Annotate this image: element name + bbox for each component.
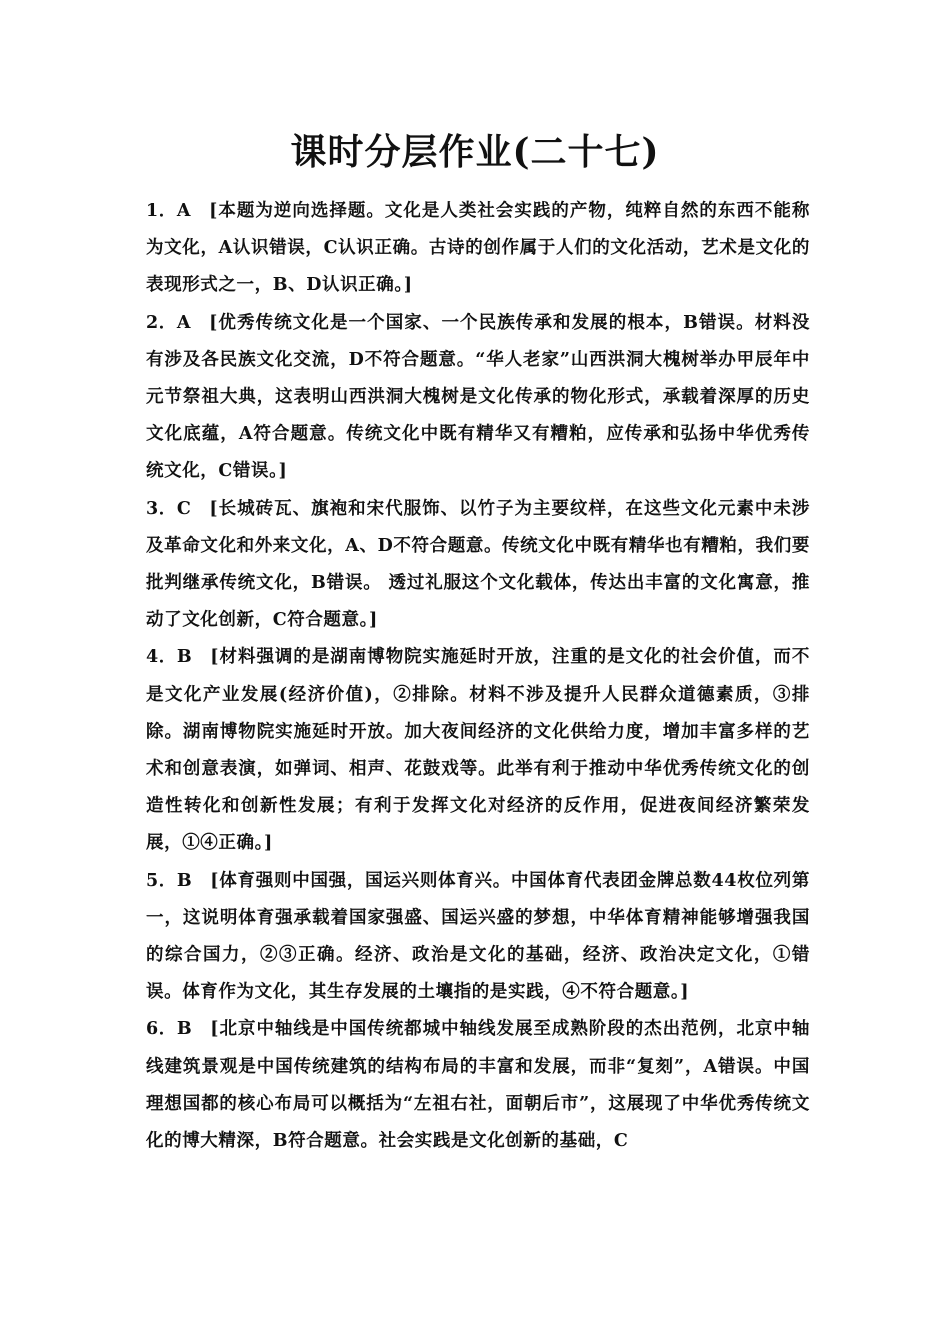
answer-item-1 bbox=[146, 193, 810, 305]
answer-item-6 bbox=[146, 1011, 810, 1160]
answer-explanation: [材料强调的是湖南博物院实施延时开放，注重的是文化的社会价值，而不是文化产业发展(经济价值)，②排除。材料不涉及提升人民群众道德素质，③排除。湖南博物院实施延时开放。加大夜间经济的文化供给力度，增加丰富多样的艺术和创意表演，如弹词、相声、花鼓戏等。此举有利于推动中华优秀传统文化的创造性转化和创新性发展；有利于发挥文化对经济的反作用，促进夜间经济繁荣发展，①④正确。] bbox=[146, 647, 810, 854]
answer-list bbox=[146, 193, 810, 1160]
answer-item-2 bbox=[146, 305, 810, 491]
answer-number: 2．A bbox=[146, 312, 192, 333]
answer-number: 3．C bbox=[146, 498, 192, 519]
answer-explanation: [优秀传统文化是一个国家、一个民族传承和发展的根本，B错误。材料没有涉及各民族文化交流，D不符合题意。“华人老家”山西洪洞大槐树举办甲辰年中元节祭祖大典，这表明山西洪洞大槐树是文化传承的物化形式，承载着深厚的历史文化底蕴，A符合题意。传统文化中既有精华又有糟粕，应传承和弘扬中华优秀传统文化，C错误。] bbox=[146, 312, 810, 482]
answer-number: 5．B bbox=[146, 870, 193, 891]
answer-explanation: [北京中轴线是中国传统都城中轴线发展至成熟阶段的杰出范例，北京中轴线建筑景观是中国传统建筑的结构布局的丰富和发展，而非“复刻”，A错误。中国理想国都的核心布局可以概括为“左祖右社，面朝后市”，这展现了中华优秀传统文化的博大精深，B符合题意。社会实践是文化创新的基础，C bbox=[146, 1019, 810, 1152]
answer-number: 1．A bbox=[146, 201, 192, 221]
answer-item-3 bbox=[146, 491, 810, 640]
answer-item-5 bbox=[146, 863, 810, 1012]
answer-explanation: [体育强则中国强，国运兴则体育兴。中国体育代表团金牌总数44枚位列第一，这说明体育强承载着国家强盛、国运兴盛的梦想，中华体育精神能够增强我国的综合国力，②③正确。经济、政治是文化的基础，经济、政治决定文化，①错误。体育作为文化，其生存发展的土壤指的是实践，④不符合题意。] bbox=[146, 870, 810, 1003]
answer-explanation: [本题为逆向选择题。文化是人类社会实践的产物，纯粹自然的东西不能称为文化，A认识错误，C认识正确。古诗的创作属于人们的文化活动，艺术是文化的表现形式之一，B、D认识正确。] bbox=[146, 201, 810, 296]
answer-number: 6．B bbox=[146, 1019, 193, 1040]
page-title: 课时分层作业(二十七) bbox=[290, 131, 660, 173]
answer-number: 4．B bbox=[146, 647, 193, 668]
answer-explanation: [长城砖瓦、旗袍和宋代服饰、以竹子为主要纹样，在这些文化元素中未涉及革命文化和外来文化，A、D不符合题意。传统文化中既有精华也有糟粕，我们要批判继承传统文化，B错误。 透过礼服这个文化载体，传达出丰富的文化寓意，推动了文化创新，C符合题意。] bbox=[146, 498, 810, 631]
answer-item-4 bbox=[146, 639, 810, 862]
